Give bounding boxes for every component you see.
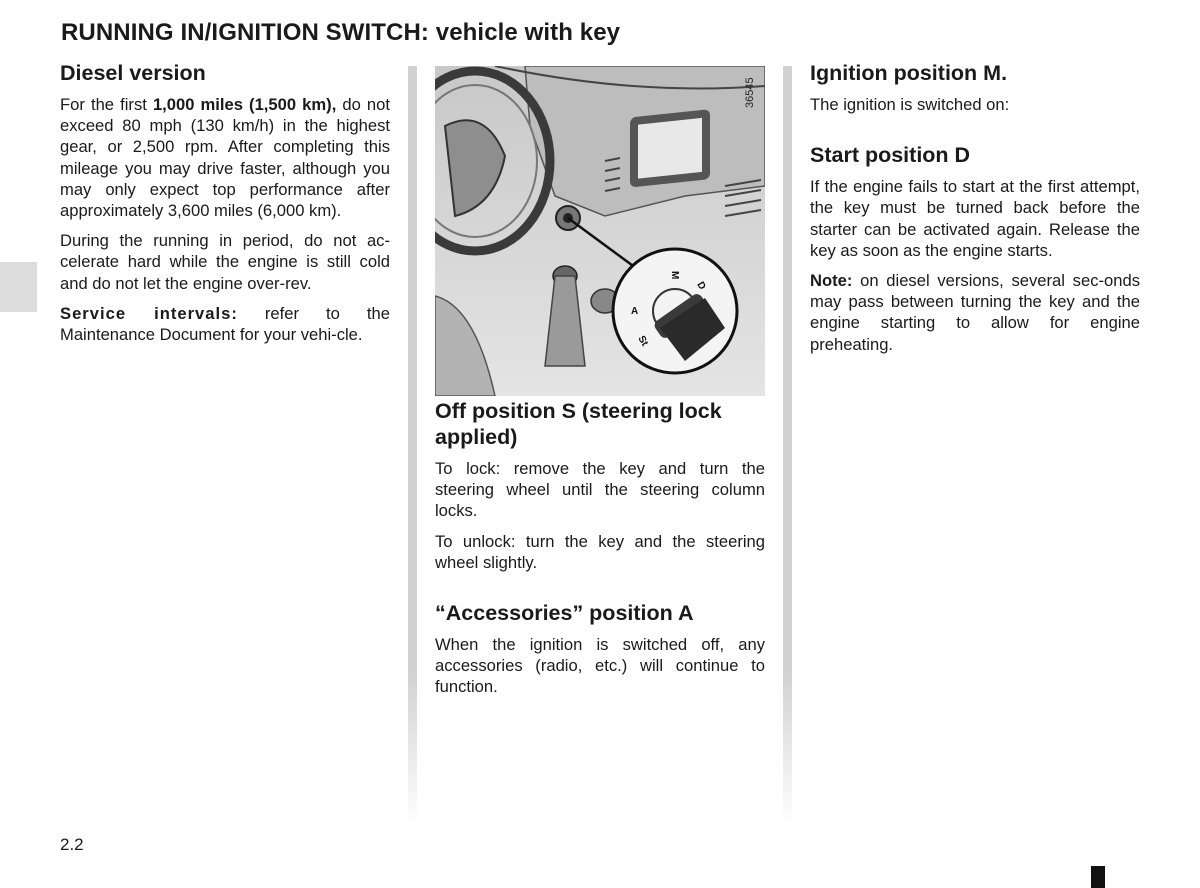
- start-note: [810, 270, 1140, 355]
- diesel-paragraph-1: [60, 94, 390, 221]
- ignition-heading: Ignition position M.: [810, 61, 1008, 85]
- switch-label-a: A: [631, 306, 639, 317]
- diesel-p3-post: refer to the Maintenance Document for your vehi-cle.: [60, 303, 390, 345]
- section-tab: [0, 262, 37, 312]
- off-position-heading: Off position S (steering lock applied): [435, 399, 722, 449]
- ignition-figure: [435, 66, 765, 396]
- diesel-paragraph-2: During the running in period, do not ac-celerate hard while the engine is still cold and do not let the engine over-rev.: [60, 231, 390, 293]
- diesel-paragraph-3: [60, 303, 390, 345]
- off-position-paragraph-1: To lock: remove the key and turn the steering wheel until the steering column locks.: [435, 459, 765, 521]
- column-divider-left: [408, 66, 417, 826]
- start-paragraph: If the engine fails to start at the first attempt, the key must be turned back before the starter can be activated again. Release the key as soon as the engine starts.: [810, 177, 1140, 260]
- figure-ref-number: 36545: [744, 77, 756, 108]
- note-label: Note:: [810, 271, 853, 291]
- switch-label-st: St: [635, 334, 650, 349]
- diesel-heading: Diesel version: [60, 61, 206, 85]
- column-divider-right: [783, 66, 792, 826]
- page-number: 2.2: [60, 835, 84, 854]
- diesel-p1-pre: For the first: [60, 95, 153, 114]
- accessories-paragraph: When the ignition is switched off, any accessories (radio, etc.) will continue to function.: [435, 635, 765, 697]
- column-positions: [435, 398, 765, 707]
- service-intervals-label: Service intervals:: [60, 303, 238, 323]
- off-position-paragraph-2: To unlock: turn the key and the steering wheel slightly.: [435, 531, 765, 572]
- diesel-p1-post: do not exceed 80 mph (130 km/h) in the highest gear, or 2,500 rpm. After completing this mileage you may drive faster, although you may only expect top performance after approximately 3,600 miles (6,000 km).: [60, 95, 390, 221]
- start-heading: Start position D: [810, 143, 971, 168]
- column-diesel: [60, 60, 390, 354]
- page-title: RUNNING IN/IGNITION SWITCH: vehicle with key: [61, 19, 621, 46]
- switch-label-d: D: [694, 280, 708, 292]
- column-ignition: [810, 60, 1140, 364]
- note-text: on diesel versions, several sec-onds may pass between turning the key and the engine starting to allow for engine preheating.: [810, 271, 1140, 354]
- switch-label-m: M: [669, 271, 680, 280]
- dashboard-illustration: [435, 66, 765, 396]
- page-edge-mark: [1091, 866, 1105, 888]
- diesel-p1-bold: 1,000 miles (1,500 km),: [152, 95, 337, 114]
- accessories-heading: “Accessories” position A: [435, 601, 694, 626]
- ignition-paragraph: The ignition is switched on:: [810, 95, 1010, 114]
